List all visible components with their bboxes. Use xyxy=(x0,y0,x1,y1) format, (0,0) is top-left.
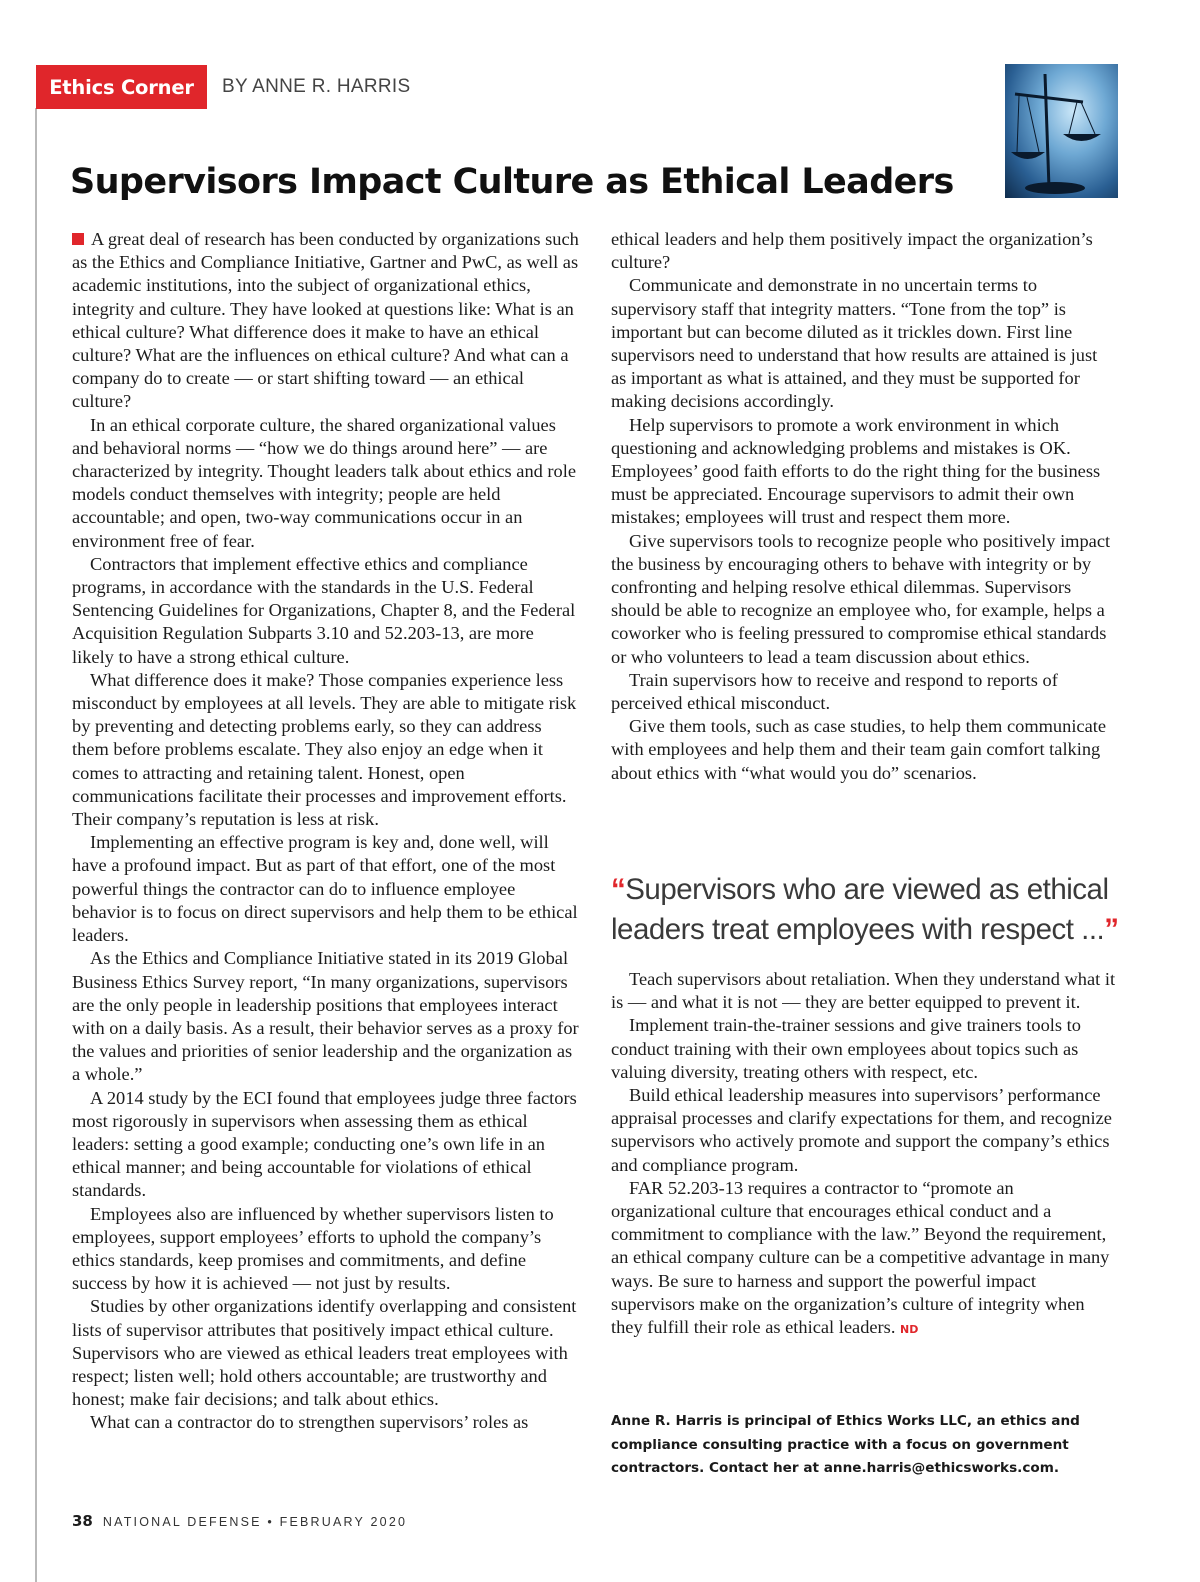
open-quote-mark: “ xyxy=(611,873,626,906)
section-tag: Ethics Corner xyxy=(36,65,207,109)
paragraph: What can a contractor do to strengthen supervisors’ roles as xyxy=(90,1412,529,1433)
paragraph: A great deal of research has been conducted by organizations such as the Ethics and Compliance Initiative, Gartner and PwC, as well as academic institutions, into the subject of organizational ethics, integrity and culture. They have looked at questions like: What is an ethical culture? What difference does it make to have an ethical culture? What are the influences on ethical culture? And what can a company do to create — or start shifting toward — an ethical culture? xyxy=(72,229,579,412)
article-column-left xyxy=(72,228,580,1435)
paragraph: Give them tools, such as case studies, to help them communicate with employees and help them and their team gain comfort talking about ethics with “what would you do” scenarios. xyxy=(611,716,1107,783)
paragraph: Employees also are influenced by whether supervisors listen to employees, support employees’ efforts to uphold the company’s ethics standards, keep promises and commitments, and define success by how it is achieved — not just by results. xyxy=(72,1203,554,1294)
publication-line: NATIONAL DEFENSE • FEBRUARY 2020 xyxy=(102,1515,408,1529)
left-margin-rule xyxy=(35,108,37,1582)
paragraph: Train supervisors how to receive and respond to reports of perceived ethical misconduct. xyxy=(611,669,1058,714)
pull-quote-text: Supervisors who are viewed as ethical leaders treat employees with respect ... xyxy=(611,873,1109,946)
paragraph: Implement train-the-trainer sessions and give trainers tools to conduct training with their own employees about topics such as valuing diversity, treating others with respect, etc. xyxy=(611,1015,1081,1082)
article-column-right-bottom xyxy=(611,968,1117,1341)
page-footer xyxy=(72,1512,407,1530)
paragraph: Help supervisors to promote a work environment in which questioning and acknowledging problems and mistakes is OK. Employees’ good faith efforts to do the right thing for the business must be appreciated. Encourage supervisors to admit their own mistakes; employees will trust and respect them more. xyxy=(611,414,1101,528)
paragraph: As the Ethics and Compliance Initiative stated in its 2019 Global Business Ethics Survey report, “In many organizations, supervisors are the only people in leadership positions that employees interact with on a daily basis. As a result, their behavior serves as a proxy for the values and priorities of senior leadership and the organization as a whole.” xyxy=(72,948,579,1085)
close-quote-mark: ” xyxy=(1104,913,1119,946)
paragraph: Implementing an effective program is key and, done well, will have a profound impact. But as part of that effort, one of the most powerful things the contractor can do to influence employee behavior is to focus on direct supervisors and help them to be ethical leaders. xyxy=(72,832,578,946)
author-bio: Anne R. Harris is principal of Ethics Works LLC, an ethics and compliance consulting practice with a focus on government contractors. Contact her at anne.harris@ethicsworks.com. xyxy=(611,1413,1080,1476)
paragraph: In an ethical corporate culture, the shared organizational values and behavioral norms — “how we do things around here” — are characterized by integrity. Thought leaders talk about ethics and role models conduct themselves with integrity; people are held accountable; and open, two-way communications occur in an environment free of fear. xyxy=(72,414,577,551)
paragraph: Contractors that implement effective ethics and compliance programs, in accordance with the standards in the U.S. Federal Sentencing Guidelines for Organizations, Chapter 8, and the Federal Acquisition Regulation Subparts 3.10 and 52.203-13, are more likely to have a strong ethical culture. xyxy=(72,553,576,667)
paragraph: A 2014 study by the ECI found that employees judge three factors most rigorously in supervisors when assessing them as ethical leaders: setting a good example; conducting one’s own life in an ethical manner; and being accountable for violations of ethical standards. xyxy=(72,1087,577,1201)
end-mark: ND xyxy=(900,1323,919,1337)
paragraph: Studies by other organizations identify overlapping and consistent lists of supervisor attributes that positively impact ethical culture. Supervisors who are viewed as ethical leaders treat employees with respect; listen well; hold others accountable; are trustworthy and honest; make fair decisions; and talk about ethics. xyxy=(72,1296,577,1410)
article-title: Supervisors Impact Culture as Ethical Leaders xyxy=(70,162,954,202)
paragraph: Teach supervisors about retaliation. When they understand what it is — and what it is not — they are better equipped to prevent it. xyxy=(611,969,1116,1013)
byline: BY ANNE R. HARRIS xyxy=(222,76,411,97)
paragraph: Communicate and demonstrate in no uncertain terms to supervisory staff that integrity matters. “Tone from the top” is important but can become diluted as it trickles down. First line supervisors need to understand that how results are attained is just as important as what is attained, and they must be supported for making decisions accordingly. xyxy=(611,275,1098,412)
start-square-icon xyxy=(72,233,84,245)
scales-of-justice-icon xyxy=(1005,64,1118,198)
paragraph: Give supervisors tools to recognize people who positively impact the business by encouraging others to behave with integrity or by confronting and helping resolve ethical dilemmas. Supervisors should be able to recognize an employee who, for example, helps a coworker who is feeling pressured to compromise ethical standards or who volunteers to lead a team discussion about ethics. xyxy=(611,530,1111,667)
paragraph: FAR 52.203-13 requires a contractor to “promote an organizational culture that encourages ethical conduct and a commitment to compliance with the law.” Beyond the requirement, an ethical company culture can be a competitive advantage in many ways. Be sure to harness and support the powerful impact supervisors make on the organization’s culture of integrity when they fulfill their role as ethical leaders. ND xyxy=(611,1177,1110,1338)
paragraph: What difference does it make? Those companies experience less misconduct by employees at all levels. They are able to mitigate risk by preventing and detecting problems early, so they can address them before problems escalate. They also enjoy an edge when it comes to attracting and retaining talent. Honest, open communications facilitate their processes and improvement efforts. Their company’s reputation is less at risk. xyxy=(72,669,577,830)
page-number: 38 xyxy=(72,1512,93,1530)
article-column-right-top xyxy=(611,228,1117,785)
paragraph: Build ethical leadership measures into supervisors’ performance appraisal processes and clarify expectations for them, and recognize supervisors who actively promote and support the company’s ethics and compliance program. xyxy=(611,1085,1112,1175)
paragraph: ethical leaders and help them positively impact the organization’s culture? xyxy=(611,229,1093,273)
pull-quote xyxy=(611,870,1121,950)
